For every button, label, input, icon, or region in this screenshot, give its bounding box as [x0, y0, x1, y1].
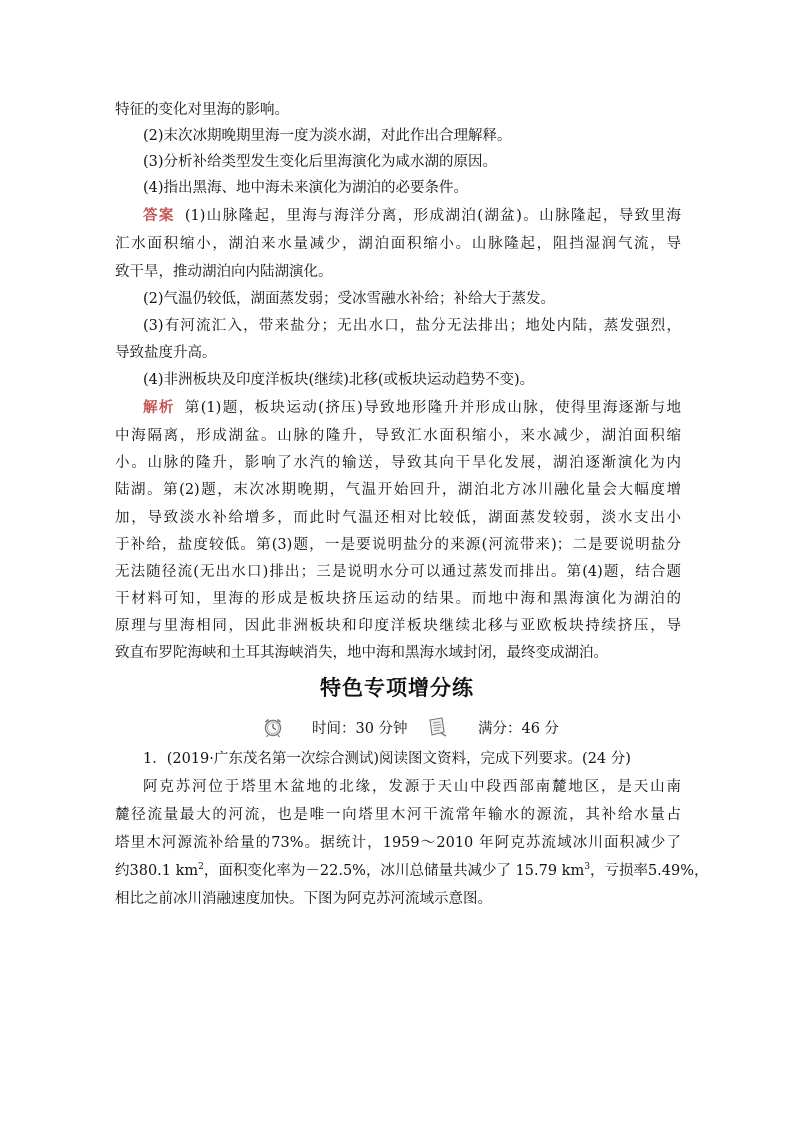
- analysis-line: 致直布罗陀海峡和土耳其海峡消失，地中海和黑海水域封闭，最终变成湖泊。: [115, 645, 608, 661]
- analysis-line: 于补给，盐度较低。第(3)题，一是要说明盐分的来源(河流带来)；二是要说明盐分: [115, 537, 681, 553]
- superscript: 3: [584, 862, 590, 873]
- question-heading: 1．(2019·广东茂名第一次综合测试)阅读图文资料，完成下列要求。(24 分): [143, 751, 631, 767]
- answer-label: 答案: [143, 207, 175, 224]
- exam-paper-icon: [426, 716, 448, 742]
- text-fragment: 约380.1 km: [115, 863, 199, 879]
- question-text-line: (4)指出黑海、地中海未来演化为湖泊的必要条件。: [143, 180, 469, 196]
- answer-line: 汇水面积缩小，湖泊来水量减少，湖泊面积缩小。山脉隆起，阻挡湿润气流，导: [115, 236, 681, 252]
- question-material-line: 塔里木河源流补给量的73%。据统计，1959～2010 年阿克苏流域冰川面积减少了: [115, 835, 681, 851]
- answer-line: [143, 206, 681, 226]
- analysis-line: 原理与里海相同，因此非洲板块和印度洋板块继续北移与亚欧板块持续挤压，导: [115, 618, 681, 634]
- section-title: 特色专项增分练: [320, 676, 474, 700]
- analysis-label: 解析: [143, 399, 175, 416]
- question-material-line: 麓径流量最大的河流，也是唯一向塔里木河干流常年输水的源流，其补给水量占: [115, 807, 681, 823]
- question-text-line: (2)末次冰期晚期里海一度为淡水湖，对此作出合理解释。: [143, 128, 512, 144]
- answer-line: 导致盐度升高。: [115, 345, 217, 361]
- question-material-line: 相比之前冰川消融速度加快。下图为阿克苏河流域示意图。: [115, 891, 492, 907]
- analysis-text: 第(1)题，板块运动(挤压)导致地形隆升并形成山脉，使得里海逐渐与地: [184, 400, 681, 416]
- text-fragment: ，面积变化率为－22.5%，冰川总储量共减少了 15.79 km: [203, 863, 585, 879]
- answer-text: (1)山脉隆起，里海与海洋分离，形成湖泊(湖盆)。山脉隆起，导致里海: [184, 208, 681, 224]
- analysis-line: 无法随径流(无出水口)排出；三是说明水分可以通过蒸发而排出。第(4)题，结合题: [115, 564, 681, 580]
- answer-line: (3)有河流汇入，带来盐分；无出水口，盐分无法排出；地处内陆，蒸发强烈，: [143, 318, 681, 334]
- alarm-clock-icon: [262, 716, 284, 742]
- analysis-line: 小。山脉的隆升，影响了水汽的输送，导致其向干旱化发展，湖泊逐渐演化为内: [115, 455, 681, 471]
- time-limit-text: 时间：30 分钟: [312, 721, 408, 737]
- answer-line: 致干旱，推动湖泊向内陆湖演化。: [115, 264, 333, 280]
- question-material-line: [115, 861, 709, 881]
- question-material-line: 阿克苏河位于塔里木盆地的北缘，发源于天山中段西部南麓地区，是天山南: [143, 779, 681, 795]
- text-fragment: ，亏损率5.49%，: [589, 863, 709, 879]
- superscript: 2: [198, 862, 204, 873]
- analysis-line: 加，导致淡水补给增多，而此时气温还相对比较低，湖面蒸发较弱，淡水支出小: [115, 510, 681, 526]
- full-score-text: 满分：46 分: [478, 721, 560, 737]
- question-text-line: 特征的变化对里海的影响。: [115, 102, 289, 118]
- answer-line: (2)气温仍较低，湖面蒸发弱；受冰雪融水补给；补给大于蒸发。: [143, 291, 556, 307]
- answer-line: (4)非洲板块及印度洋板块(继续)北移(或板块运动趋势不变)。: [143, 372, 535, 388]
- exam-meta-row: [0, 716, 794, 738]
- analysis-line: 干材料可知，里海的形成是板块挤压运动的结果。而地中海和黑海演化为湖泊的: [115, 591, 681, 607]
- analysis-line: 中海隔离，形成湖盆。山脉的隆升，导致汇水面积缩小，来水减少，湖泊面积缩: [115, 428, 681, 444]
- analysis-line: 陆湖。第(2)题，末次冰期晚期，气温开始回升，湖泊北方冰川融化量会大幅度增: [115, 482, 681, 498]
- analysis-line: [143, 398, 681, 418]
- question-text-line: (3)分析补给类型发生变化后里海演化为咸水湖的原因。: [143, 154, 498, 170]
